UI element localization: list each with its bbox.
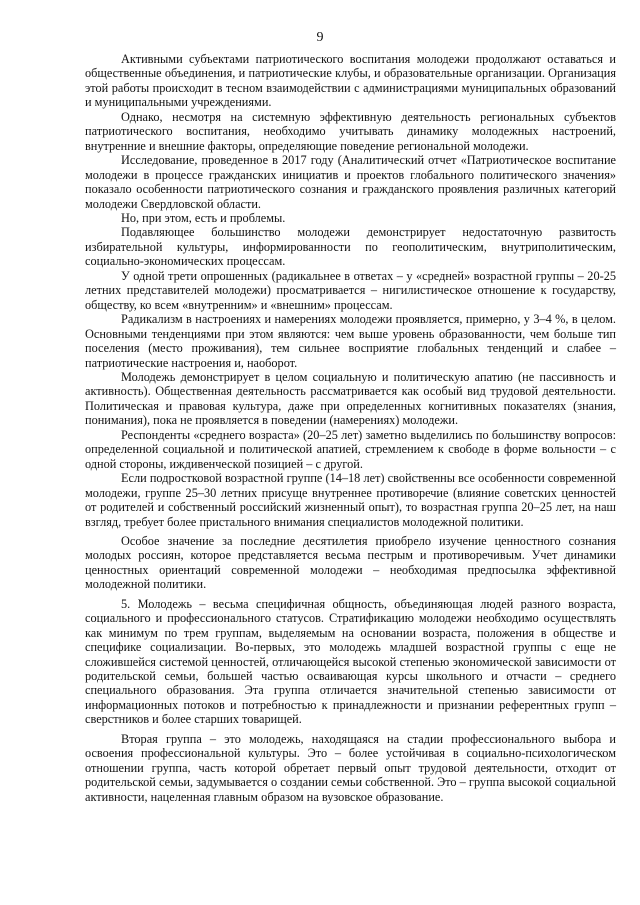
paragraph-research-2017: Исследование, проведенное в 2017 году (Аналитический отчет «Патриотическое воспитание молодежи в процессе гражданских инициатив и проектов глобального политического значения» показало особенности патриотического сознания и гражданского проявления различных категорий молодежи Свердловской области. xyxy=(85,153,616,211)
paragraph-nihilism: У одной трети опрошенных (радикальнее в ответах – у «средней» возрастной группы – 20-25 летних представителей молодежи) просматривается – нигилистическое отношение к государству, обществу, ко всем «внутренним» и «внешним» процессам. xyxy=(85,268,616,312)
paragraph-stratification: 5. Молодежь – весьма специфичная общность, объединяющая людей разного возраста, социального и профессионального статусов. Стратификацию молодежи необходимо осуществлять как минимум по трем группам, выделяемым на основании возраста, положения в обществе и специфике социализации. Во-первых, это молодежь младшей возрастной группы с еще не сложившейся системой ценностей, отличающейся высокой степенью экономической зависимости от родительской семьи, большей частью осваивающая курсы школьного и отчасти – среднего специального образования. Эта группа отличается значительной степенью зависимости от информационных потоков и потребностью к принадлежности и признании референтных групп – сверстников и более старших товарищей. xyxy=(85,596,616,727)
paragraph-dynamics: Однако, несмотря на системную эффективную деятельность региональных субъектов патриотического воспитания, необходимо учитывать динамику молодежных настроений, внутренние и внешние факторы, определяющие поведение региональной молодежи. xyxy=(85,109,616,153)
paragraph-electoral-culture: Подавляющее большинство молодежи демонстрирует недостаточную развитость избирательной культуры, информированности по геополитическим, внутриполитическим, социально-экономических процессам. xyxy=(85,225,616,269)
document-body xyxy=(85,52,616,804)
paragraph-active-subjects: Активными субъектами патриотического воспитания молодежи продолжают оставаться и общественные объединения, и патриотические клубы, и образовательные организации. Организация этой работы происходит в тесном взаимодействии с администрациями муниципальных образований и муниципальными учреждениями. xyxy=(85,52,616,110)
paragraph-values: Особое значение за последние десятилетия приобрело изучение ценностного сознания молодых россиян, которое представляется весьма пестрым и противоречивым. Учет динамики ценностных ориентаций современной молодежи – необходимая предпосылка эффективной молодежной политики. xyxy=(85,533,616,592)
page-number: 9 xyxy=(316,30,324,45)
paragraph-second-group: Вторая группа – это молодежь, находящаяся на стадии профессионального выбора и освоения профессиональной культуры. Это – более устойчивая в социально-психологическом отношении группа, часть которой обретает первый опыт трудовой деятельности, отходит от родительской семьи, задумывается о создании семьи собственной. Это – группа высокой социальной активности, нацеленная главным образом на вузовское образование. xyxy=(85,731,616,804)
paragraph-apathy: Молодежь демонстрирует в целом социальную и политическую апатию (не пассивность и активность). Общественная деятельность рассматривается как особый вид трудовой деятельности. Политическая и правовая культура, даже при определенных когнитивных показателях (знания, понимания), пока не проявляется в поведении (намерениях) молодежи. xyxy=(85,369,616,428)
paragraph-age-groups: Если подростковой возрастной группе (14–18 лет) свойственны все особенности современной молодежи, группе 25–30 летних присуще внутреннее противоречие (влияние советских ценностей от родителей и собственный российский жизненный опыт), то возрастная группа 20–25 лет, на наш взгляд, требует более пристального внимания специалистов молодежной политики. xyxy=(85,471,616,529)
paragraph-middle-age: Респонденты «среднего возраста» (20–25 лет) заметно выделились по большинству вопросов: определенной социальной и политической апатией, стремлением к свободе в форме вольности – с одной стороны, иждивенческой позицией – с другой. xyxy=(85,427,616,471)
paragraph-problems: Но, при этом, есть и проблемы. xyxy=(121,210,286,225)
paragraph-radicalism: Радикализм в настроениях и намерениях молодежи проявляется, примерно, у 3–4 %, в целом. Основными тенденциями при этом являются: чем выше уровень образованности, чем больше тип поселения (место проживания), тем сильнее восприятие глобальных тенденций и слабее – патриотические настроения и, наоборот. xyxy=(85,312,616,370)
